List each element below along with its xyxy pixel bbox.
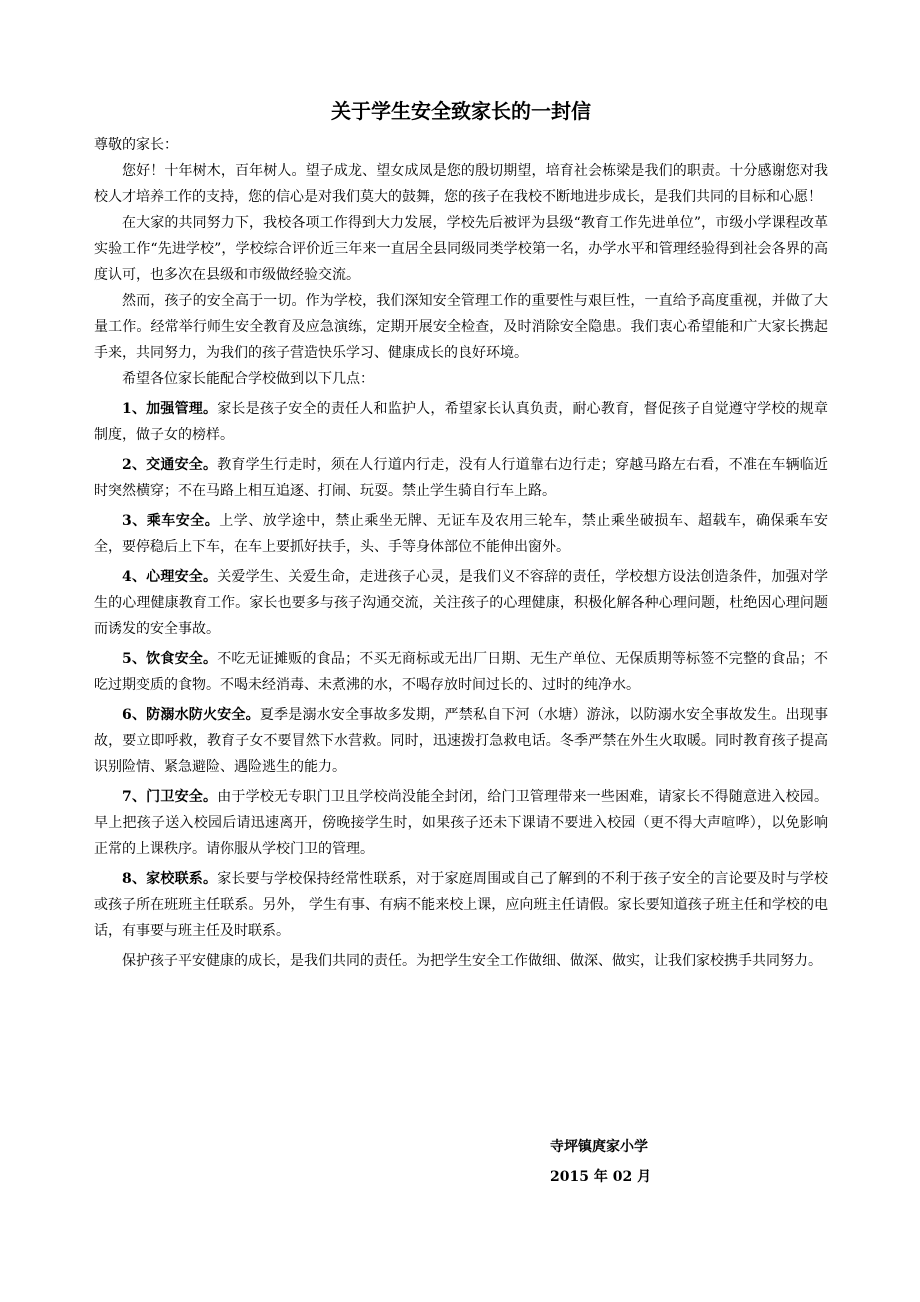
list-item-heading: 2、交通安全。	[122, 457, 218, 473]
list-item-text: 关爱学生、关爱生命，走进孩子心灵，是我们义不容辞的责任，学校想方设法创造条件，加强对学生的心理健康教育工作。家长也要多与孩子沟通交流，关注孩子的心理健康，积极化解各种心理问题，杜绝因心理问题而诱发的安全事故。	[94, 569, 829, 637]
list-item-heading: 6、防溺水防火安全。	[122, 707, 260, 723]
intro-paragraph: 您好！十年树木，百年树人。望子成龙、望女成凤是您的殷切期望，培育社会栋梁是我们的职责。十分感谢您对我校人才培养工作的支持，您的信心是对我们莫大的鼓舞，您的孩子在我校不断地进步成长，是我们共同的目标和心愿！	[94, 163, 828, 205]
intro-paragraph: 希望各位家长能配合学校做到以下几点：	[122, 371, 374, 387]
list-item	[94, 646, 828, 698]
list-item	[94, 866, 828, 944]
list-item-heading: 4、心理安全。	[122, 569, 218, 585]
list-item	[94, 784, 828, 862]
list-item-text: 家长要与学校保持经常性联系，对于家庭周围或自己了解到的不利于孩子安全的言论要及时与学校或孩子所在班班主任联系。另外， 学生有事、有病不能来校上课，应向班主任请假。家长要知道孩子班主任和学校的电话，有事要与班主任及时联系。	[94, 871, 829, 939]
list-item-text: 家长是孩子安全的责任人和监护人，希望家长认真负责，耐心教育，督促孩子自觉遵守学校的规章制度，做子女的榜样。	[94, 401, 829, 443]
closing-paragraph: 保护孩子平安健康的成长，是我们共同的责任。为把学生安全工作做细、做深、做实，让我们家校携手共同努力。	[122, 953, 822, 969]
list-item	[94, 564, 828, 642]
list-item	[94, 508, 828, 560]
page-title: 关于学生安全致家长的一封信	[331, 99, 591, 123]
signature-school: 寺坪镇庹家小学	[550, 1139, 648, 1155]
signature-date: 2015 年 02 月	[550, 1169, 652, 1185]
intro-paragraph: 然而，孩子的安全高于一切。作为学校，我们深知安全管理工作的重要性与艰巨性，一直给予高度重视，并做了大量工作。经常举行师生安全教育及应急演练，定期开展安全检查，及时消除安全隐患。我们衷心希望能和广大家长携起手来，共同努力，为我们的孩子营造快乐学习、健康成长的良好环境。	[94, 293, 828, 361]
list-item	[94, 452, 828, 504]
salutation: 尊敬的家长：	[94, 137, 178, 153]
list-item-heading: 5、饮食安全。	[122, 651, 218, 667]
list-item-text: 不吃无证摊贩的食品；不买无商标或无出厂日期、无生产单位、无保质期等标签不完整的食品；不吃过期变质的食物。不喝未经消毒、未煮沸的水，不喝存放时间过长的、过时的纯净水。	[94, 651, 829, 693]
signature-block	[550, 1132, 651, 1192]
list-item	[94, 702, 828, 780]
letter-body	[94, 96, 828, 974]
list-item-text: 夏季是溺水安全事故多发期，严禁私自下河（水塘）游泳，以防溺水安全事故发生。出现事故，要立即呼救，教育子女不要冒然下水营救。同时，迅速拨打急救电话。冬季严禁在外生火取暖。同时教育孩子提高识别险情、紧急避险、遇险逃生的能力。	[94, 707, 828, 775]
list-item-text: 由于学校无专职门卫且学校尚没能全封闭，给门卫管理带来一些困难，请家长不得随意进入校园。早上把孩子送入校园后请迅速离开，傍晚接学生时，如果孩子还未下课请不要进入校园（更不得大声喧哗），以免影响正常的上课秩序。请你服从学校门卫的管理。	[94, 789, 829, 857]
list-item-text: 教育学生行走时，须在人行道内行走，没有人行道靠右边行走；穿越马路左右看，不准在车辆临近时突然横穿；不在马路上相互追逐、打闹、玩耍。禁止学生骑自行车上路。	[94, 457, 829, 499]
list-item-heading: 8、家校联系。	[122, 871, 218, 887]
list-item-text: 上学、放学途中，禁止乘坐无牌、无证车及农用三轮车，禁止乘坐破损车、超载车，确保乘车安全，要停稳后上下车，在车上要抓好扶手，头、手等身体部位不能伸出窗外。	[94, 513, 828, 555]
list-item-heading: 7、门卫安全。	[122, 789, 218, 805]
intro-paragraph: 在大家的共同努力下，我校各项工作得到大力发展，学校先后被评为县级“教育工作先进单位”，市级小学课程改革实验工作“先进学校”，学校综合评价近三年来一直居全县同级同类学校第一名，办学水平和管理经验得到社会各界的高度认可，也多次在县级和市级做经验交流。	[94, 215, 828, 283]
list-item-heading: 3、乘车安全。	[122, 513, 220, 529]
list-item-heading: 1、加强管理。	[122, 401, 218, 417]
list-item	[94, 396, 828, 448]
